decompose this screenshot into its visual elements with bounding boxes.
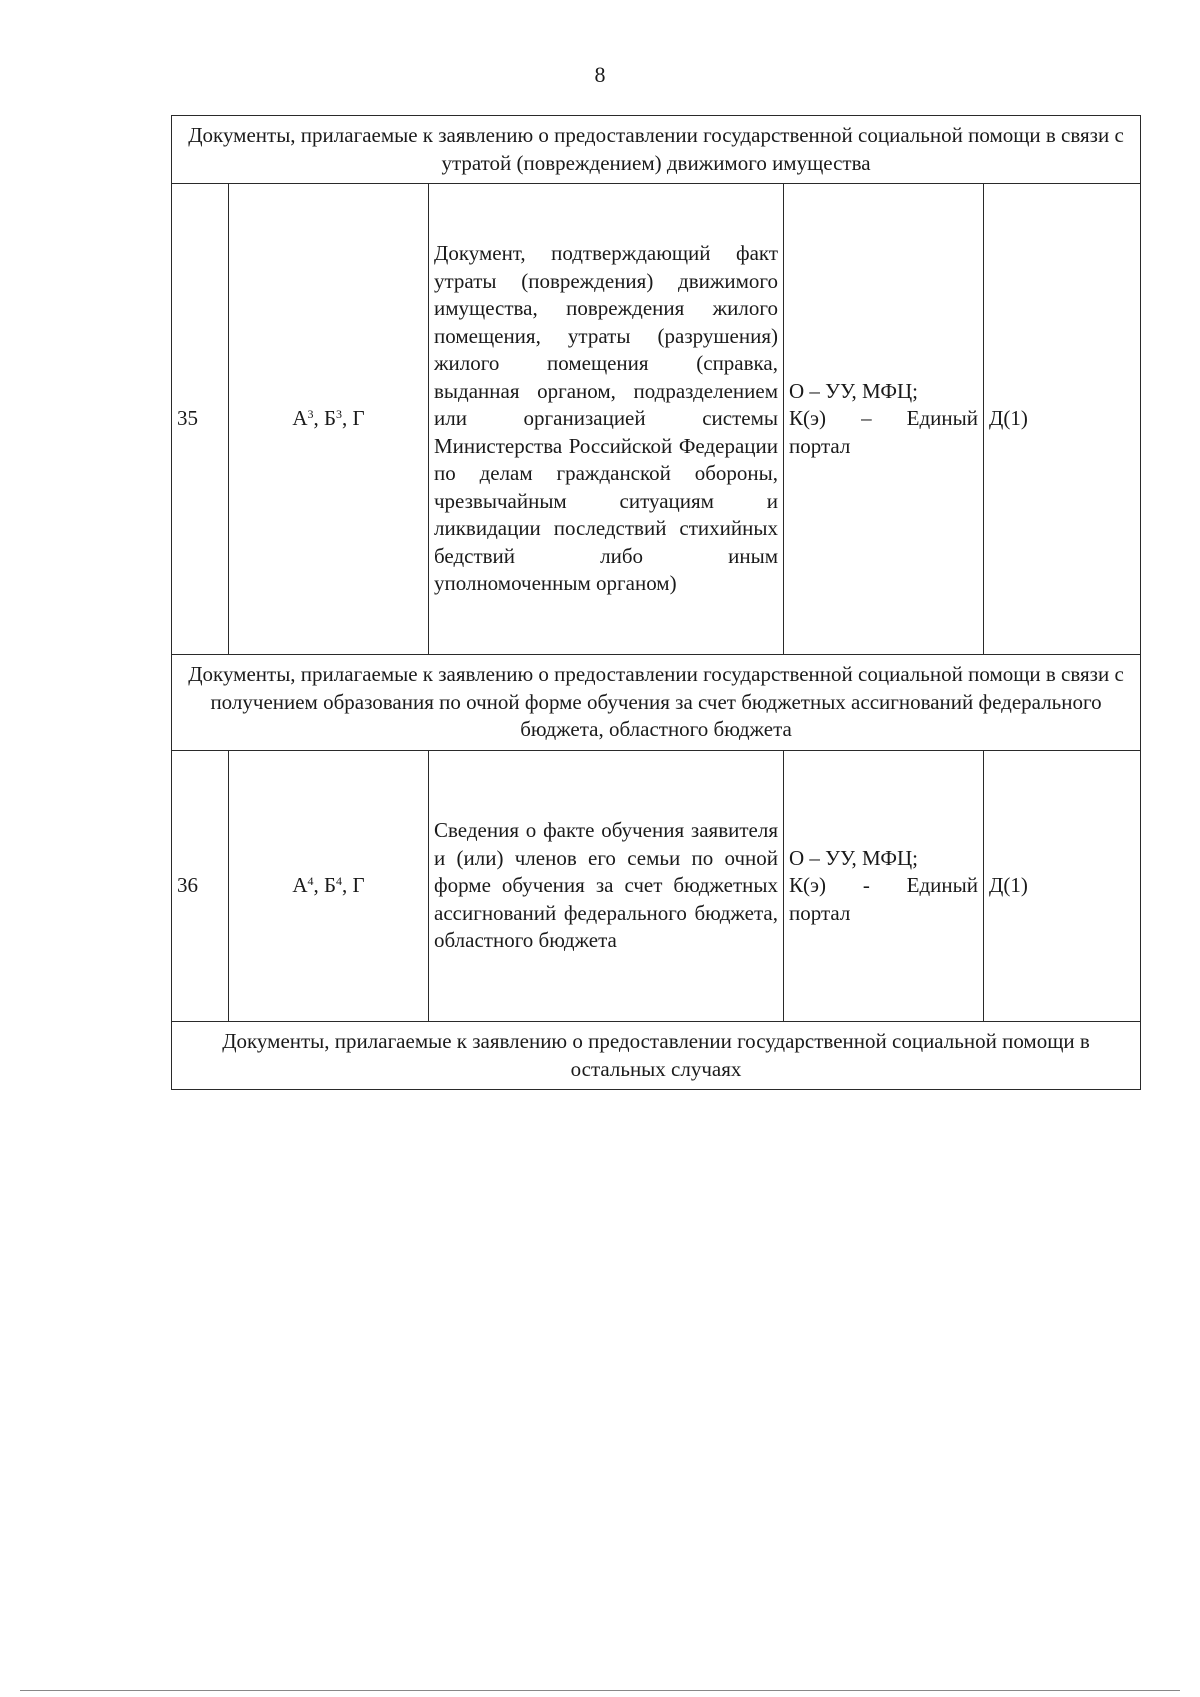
code-a-sup: 3 xyxy=(307,407,314,422)
row-channels xyxy=(784,184,984,655)
code-b-sup: 4 xyxy=(336,874,343,889)
documents-table xyxy=(171,115,1141,1090)
channel-electronic: К(э) – Единый портал xyxy=(789,406,978,458)
section-header-movable-property: Документы, прилагаемые к заявлению о предоставлении государственной социальной помощи в связи с утратой (повреждением) движимого имущества xyxy=(172,116,1141,184)
row-term: Д(1) xyxy=(984,751,1141,1022)
code-g: Г xyxy=(352,873,365,898)
code-g: Г xyxy=(352,406,365,431)
page-number: 8 xyxy=(594,62,606,87)
row-description: Документ, подтверждающий факт утраты (повреждения) движимого имущества, повреждения жилого помещения, утраты (разрушения) жилого помещения (справка, выданная органом, подразделением или организацией системы Министерства Российской Федерации по делам гражданской обороны, чрезвычайным ситуациям и ликвидации последствий стихийных бедствий либо иным уполномоченным органом) xyxy=(429,184,784,655)
table-row xyxy=(172,751,1141,1022)
channel-electronic: К(э) - Единый портал xyxy=(789,873,978,925)
section-header-other-cases: Документы, прилагаемые к заявлению о предоставлении государственной социальной помощи в остальных случаях xyxy=(172,1022,1141,1090)
code-a: А xyxy=(292,873,308,898)
row-codes: $А^4$, $Б^4$, Г xyxy=(229,751,429,1022)
code-b: Б xyxy=(323,873,337,898)
code-a-sup: 4 xyxy=(307,874,314,889)
row-description: Сведения о факте обучения заявителя и (или) членов его семьи по очной форме обучения за счет бюджетных ассигнований федерального бюджета, областного бюджета xyxy=(429,751,784,1022)
code-b: Б xyxy=(323,406,337,431)
section-header-row xyxy=(172,655,1141,751)
row-number: 35 xyxy=(172,184,229,655)
code-a: А xyxy=(292,406,308,431)
row-channels xyxy=(784,751,984,1022)
code-b-sup: 3 xyxy=(336,407,343,422)
row-term: Д(1) xyxy=(984,184,1141,655)
section-header-education: Документы, прилагаемые к заявлению о предоставлении государственной социальной помощи в связи с получением образования по очной форме обучения за счет бюджетных ассигнований федерального бюджета, областного бюджета xyxy=(172,655,1141,751)
channel-in-person: О – УУ, МФЦ; xyxy=(789,845,918,870)
bottom-scan-line xyxy=(20,1690,1180,1691)
row-number: 36 xyxy=(172,751,229,1022)
section-header-row xyxy=(172,1022,1141,1090)
channel-in-person: О – УУ, МФЦ; xyxy=(789,378,918,403)
section-header-row xyxy=(172,116,1141,184)
table-row xyxy=(172,184,1141,655)
row-codes: $А^3$, $Б^3$, Г xyxy=(229,184,429,655)
